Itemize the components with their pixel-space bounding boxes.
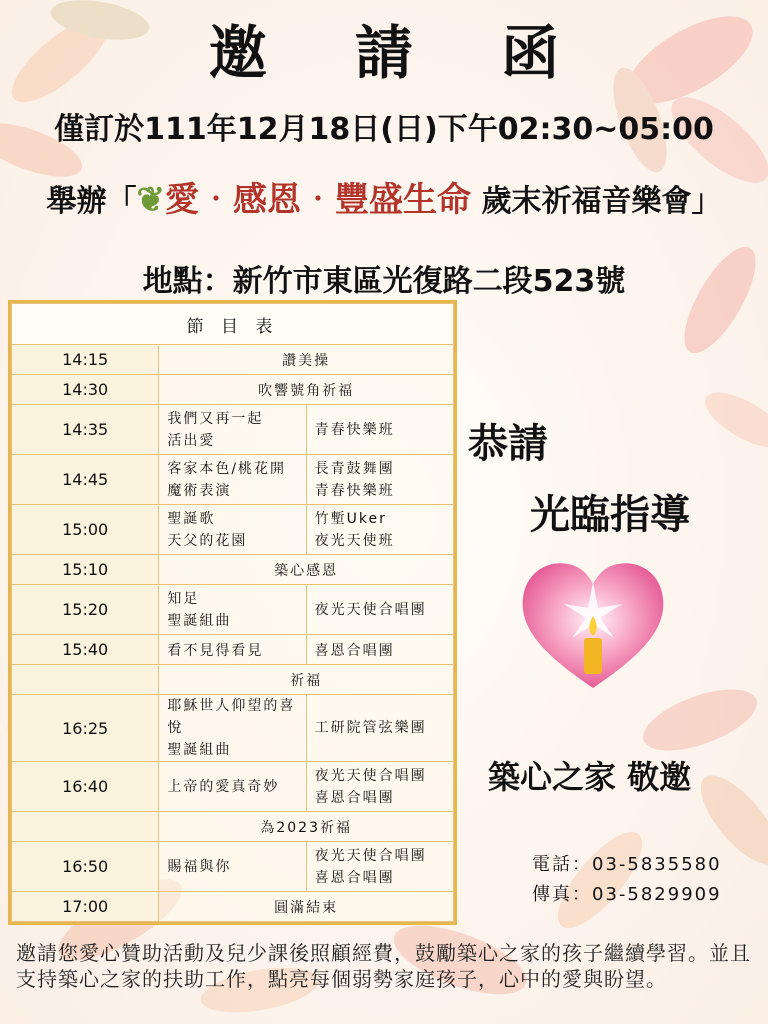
- row-performer: 長青鼓舞團: [314, 460, 395, 477]
- event-theme: [137, 180, 472, 220]
- row-item: 魔術表演: [167, 482, 232, 499]
- event-theme-text: 愛‧感恩‧豐盛生命: [165, 180, 472, 220]
- row-item: 我們又再一起: [167, 410, 264, 427]
- program-row: [12, 375, 454, 405]
- row-title: 吹響號角祈福: [159, 375, 454, 405]
- event-prefix: 舉辦「: [46, 184, 137, 219]
- row-item: 耶穌世人仰望的喜悅: [167, 698, 296, 736]
- row-items: [159, 405, 306, 455]
- row-time: 15:20: [12, 585, 159, 635]
- row-time: [12, 812, 159, 842]
- program-row: [12, 812, 454, 842]
- row-time: 14:35: [12, 405, 159, 455]
- row-title: 築心感恩: [159, 555, 454, 585]
- event-name: [0, 172, 768, 221]
- row-performer: 工研院管弦樂團: [314, 720, 427, 736]
- row-item: 客家本色/桃花開: [167, 460, 287, 477]
- row-performer: 喜恩合唱團: [314, 869, 395, 886]
- page-title: 邀 請 函: [208, 19, 594, 87]
- program-row: [12, 695, 454, 762]
- event-date: 僅訂於111年12月18日(日)下午02:30~05:00: [54, 112, 714, 147]
- row-item: 賜福與你: [167, 858, 232, 875]
- row-time: 14:45: [12, 455, 159, 505]
- row-time: 16:40: [12, 762, 159, 812]
- fax-number: 傳真：03-5829909: [532, 884, 722, 905]
- row-time: 15:10: [12, 555, 159, 585]
- row-performer: 竹塹Uker: [314, 510, 387, 527]
- leaf-icon: ❦: [136, 180, 166, 220]
- invitation-respect: [468, 412, 758, 540]
- row-performer: 喜恩合唱團: [306, 635, 453, 665]
- row-performers: [306, 585, 453, 635]
- program-table: [8, 300, 457, 925]
- row-item: 知足: [167, 590, 200, 607]
- row-item: 聖誕組曲: [167, 742, 232, 758]
- row-performers: [306, 695, 453, 762]
- row-item: 聖誕歌: [167, 510, 216, 527]
- row-item: 上帝的愛真奇妙: [167, 778, 280, 795]
- row-time: 14:30: [12, 375, 159, 405]
- row-item: 活出愛: [167, 432, 216, 449]
- program-row: [12, 455, 454, 505]
- event-suffix: 歲末祈福音樂會」: [481, 184, 722, 219]
- sponsor-note: 邀請您愛心贊助活動及兒少課後照顧經費，鼓勵築心之家的孩子繼續學習。並且支持築心之家的扶助工作，點亮每個弱勢家庭孩子，心中的愛與盼望。: [16, 941, 751, 991]
- row-time: 15:00: [12, 505, 159, 555]
- respect-line-2: 光臨指導: [530, 491, 690, 538]
- row-performer: 夜光天使合唱團: [314, 767, 427, 784]
- program-row: [12, 665, 454, 695]
- program-row: [12, 585, 454, 635]
- row-performer: 青春快樂班: [314, 482, 395, 499]
- row-performers: [306, 762, 453, 812]
- program-row: [12, 345, 454, 375]
- row-items: [159, 585, 306, 635]
- row-item: 天父的花園: [167, 532, 248, 549]
- row-performers: [306, 505, 453, 555]
- row-items: [159, 695, 306, 762]
- phone-number: 電話：03-5835580: [532, 854, 722, 875]
- program-row: [12, 762, 454, 812]
- row-time: [12, 665, 159, 695]
- row-time: 16:25: [12, 695, 159, 762]
- row-performers: [306, 842, 453, 892]
- host-signature: 築心之家 敬邀: [488, 758, 692, 796]
- program-row: [12, 405, 454, 455]
- program-row: [12, 505, 454, 555]
- row-items: [159, 762, 306, 812]
- row-title: 為2023祈福: [159, 812, 454, 842]
- program-row: [12, 842, 454, 892]
- row-performer: 夜光天使合唱團: [314, 847, 427, 864]
- row-performer: 喜恩合唱團: [314, 789, 395, 806]
- row-items: [159, 455, 306, 505]
- program-row: [12, 892, 454, 922]
- program-row: [12, 555, 454, 585]
- row-title: 祈福: [159, 665, 454, 695]
- row-items: [159, 842, 306, 892]
- row-time: 14:15: [12, 345, 159, 375]
- row-time: 16:50: [12, 842, 159, 892]
- row-time: 15:40: [12, 635, 159, 665]
- event-venue: 地點：新竹市東區光復路二段523號: [142, 264, 626, 299]
- row-title: 讚美操: [159, 345, 454, 375]
- row-title: 圓滿結束: [159, 892, 454, 922]
- row-performer: 夜光天使合唱團: [314, 601, 427, 618]
- row-item: 聖誕組曲: [167, 612, 232, 629]
- contact-info: [532, 850, 722, 910]
- heart-candle-icon: [518, 556, 668, 696]
- row-performer: 青春快樂班: [314, 421, 395, 438]
- program-caption: 節 目 表: [12, 304, 454, 345]
- row-performers: [306, 405, 453, 455]
- row-items: [159, 505, 306, 555]
- row-performers: [306, 455, 453, 505]
- row-performer: 夜光天使班: [314, 532, 395, 549]
- row-item: 看不見得看見: [159, 635, 306, 665]
- row-time: 17:00: [12, 892, 159, 922]
- program-row: [12, 635, 454, 665]
- respect-line-1: 恭請: [468, 420, 548, 467]
